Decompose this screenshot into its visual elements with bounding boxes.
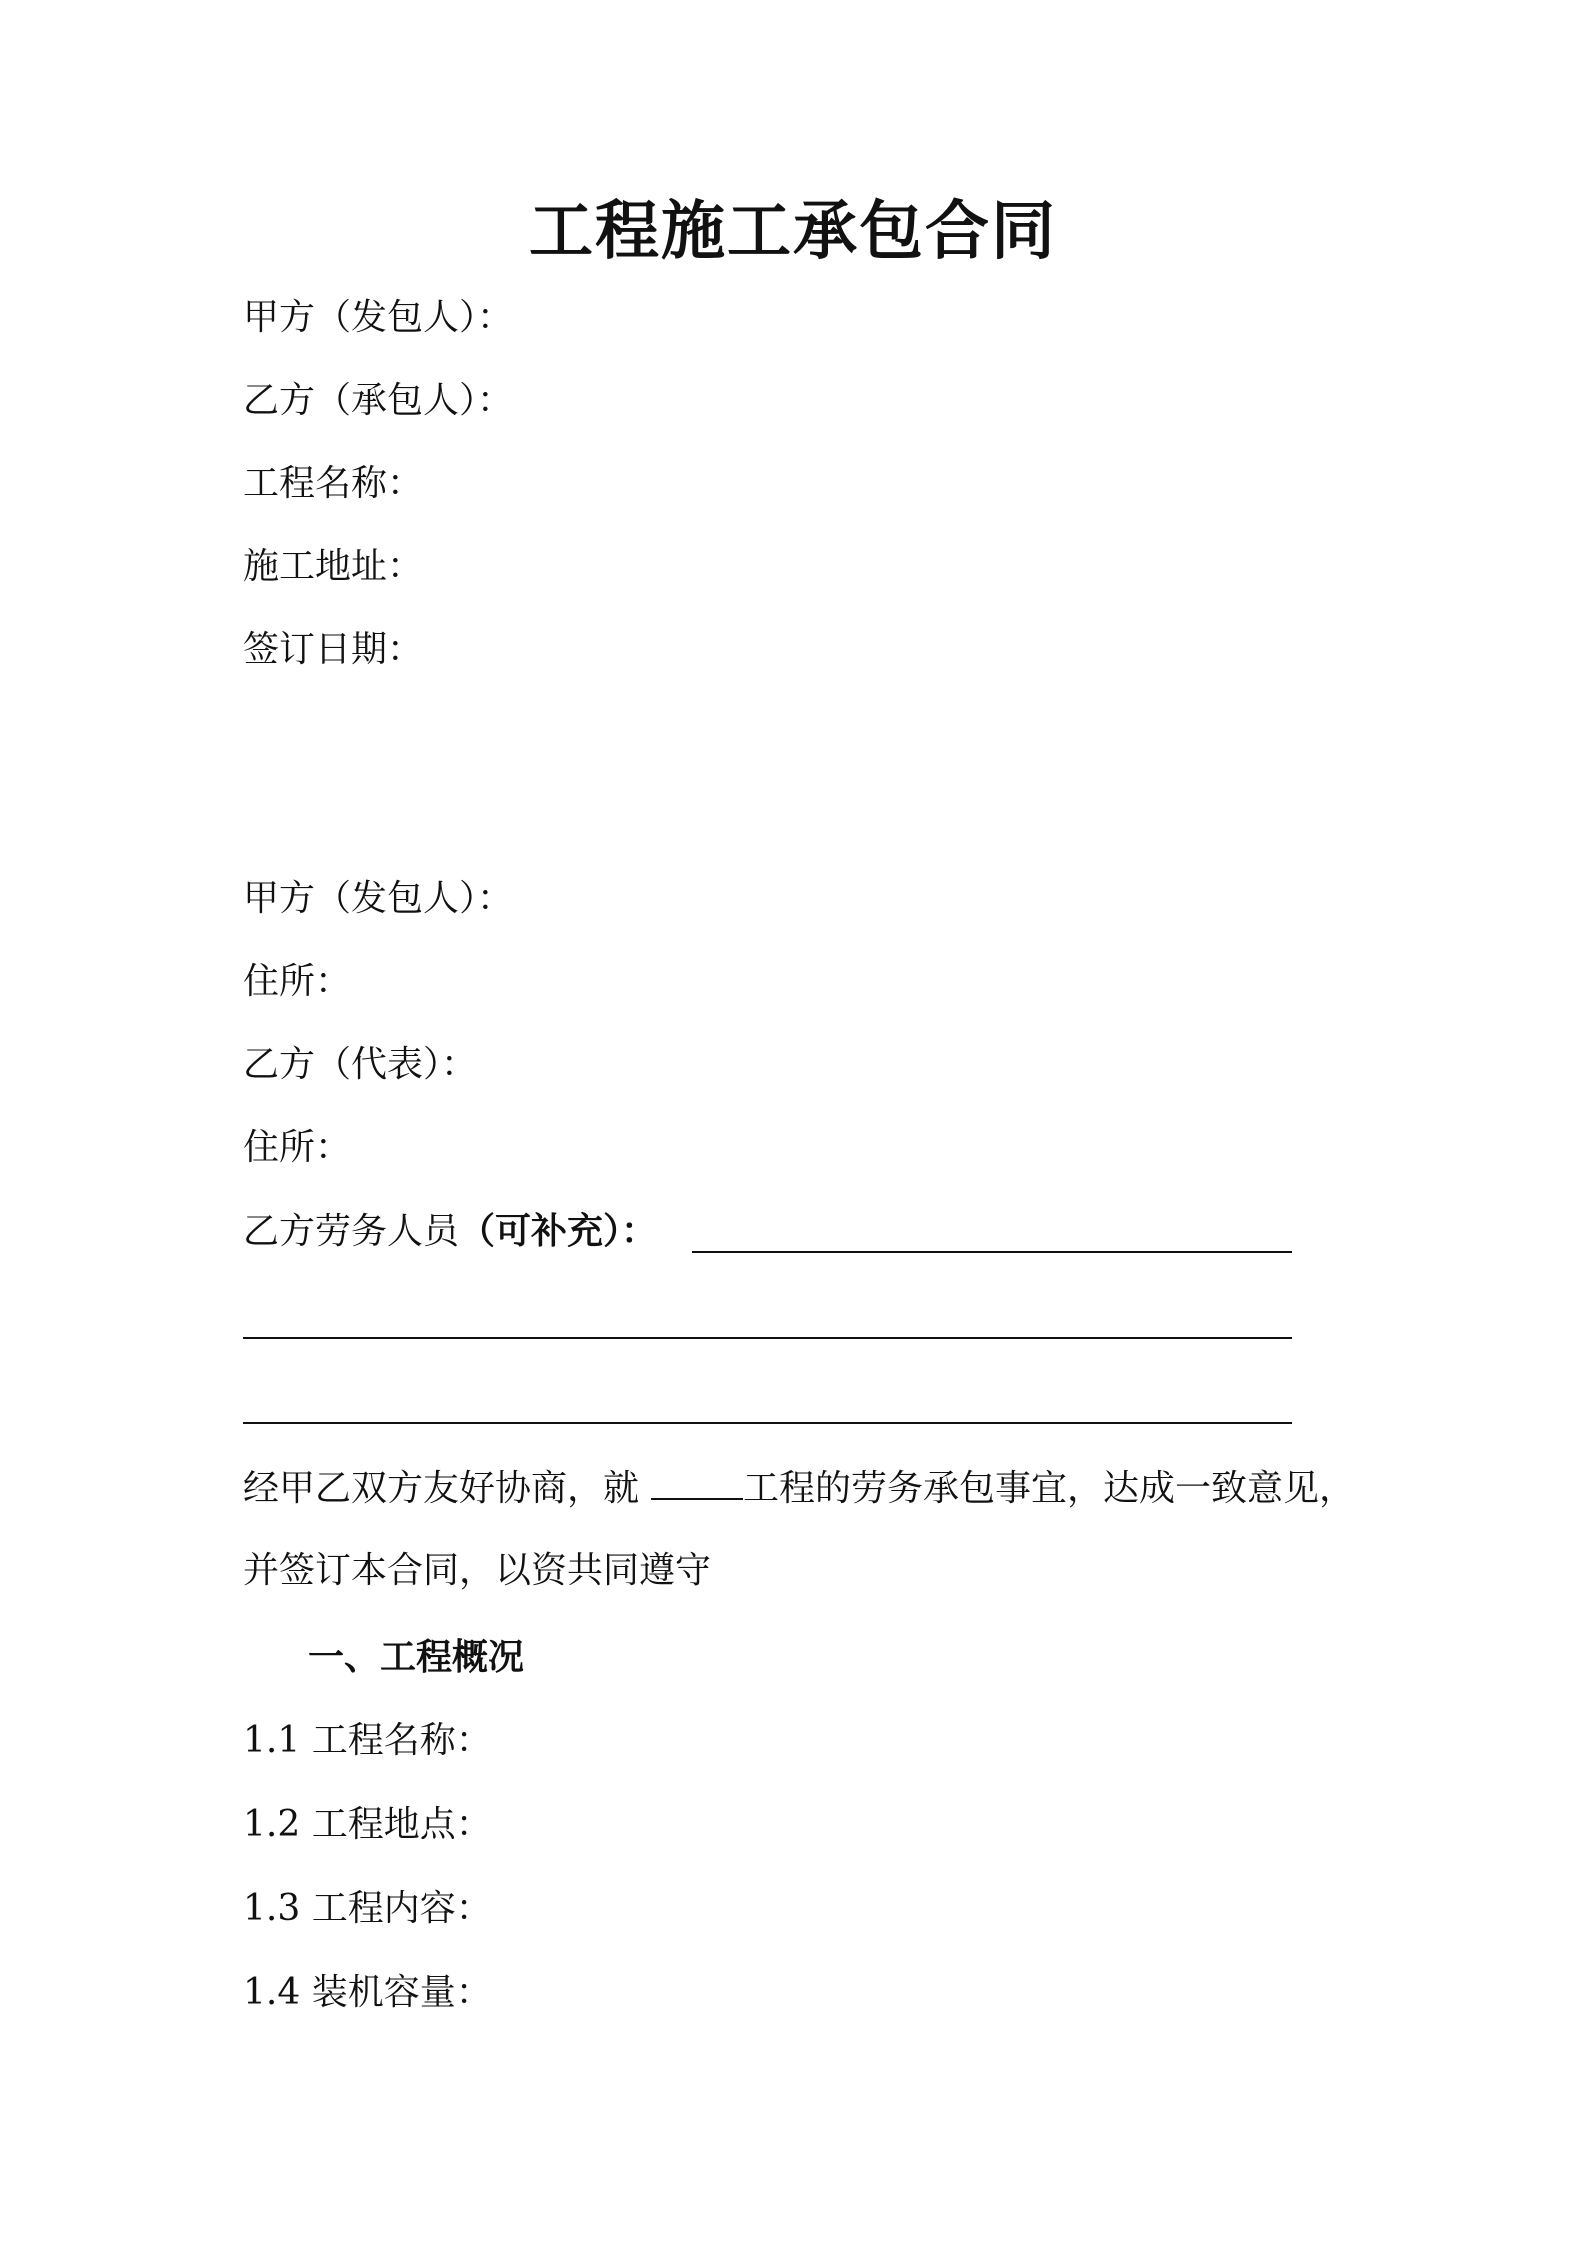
party-a-field: 甲方（发包人）： <box>243 297 514 338</box>
item-project-name: 1.1 工程名称： <box>243 1720 492 1761</box>
intro-text-part2: 工程的劳务承包事宜，达成一致意见， <box>743 1468 1356 1509</box>
party-a-detail-field: 甲方（发包人）： <box>243 878 514 919</box>
page-title: 工程施工承包合同 <box>529 195 1057 269</box>
labor-personnel-field <box>243 1208 657 1255</box>
item-project-location: 1.2 工程地点： <box>243 1804 492 1845</box>
intro-text-part1: 经甲乙双方友好协商，就 <box>243 1468 640 1509</box>
section-heading: 一、工程概况 <box>308 1636 525 1678</box>
signing-date-field: 签订日期： <box>243 629 424 670</box>
labor-personnel-line-2 <box>243 1337 1292 1339</box>
party-a-address-field: 住所： <box>243 961 352 1002</box>
project-name-field: 工程名称： <box>243 463 424 504</box>
labor-personnel-line-1 <box>692 1251 1292 1253</box>
construction-address-field: 施工地址： <box>243 546 424 587</box>
intro-paragraph-line-2: 并签订本合同，以资共同遵守 <box>243 1550 712 1591</box>
labor-personnel-label: 乙方劳务人员 <box>243 1211 460 1252</box>
intro-paragraph-line-1 <box>243 1464 1355 1512</box>
party-b-field: 乙方（承包人）： <box>243 380 514 421</box>
item-installed-capacity: 1.4 装机容量： <box>243 1972 492 2013</box>
item-project-content: 1.3 工程内容： <box>243 1888 492 1929</box>
project-blank <box>651 1464 743 1500</box>
party-b-address-field: 住所： <box>243 1127 352 1168</box>
labor-personnel-note: （可补充）： <box>459 1210 658 1252</box>
party-b-rep-field: 乙方（代表）： <box>243 1044 478 1085</box>
labor-personnel-line-3 <box>243 1422 1292 1424</box>
